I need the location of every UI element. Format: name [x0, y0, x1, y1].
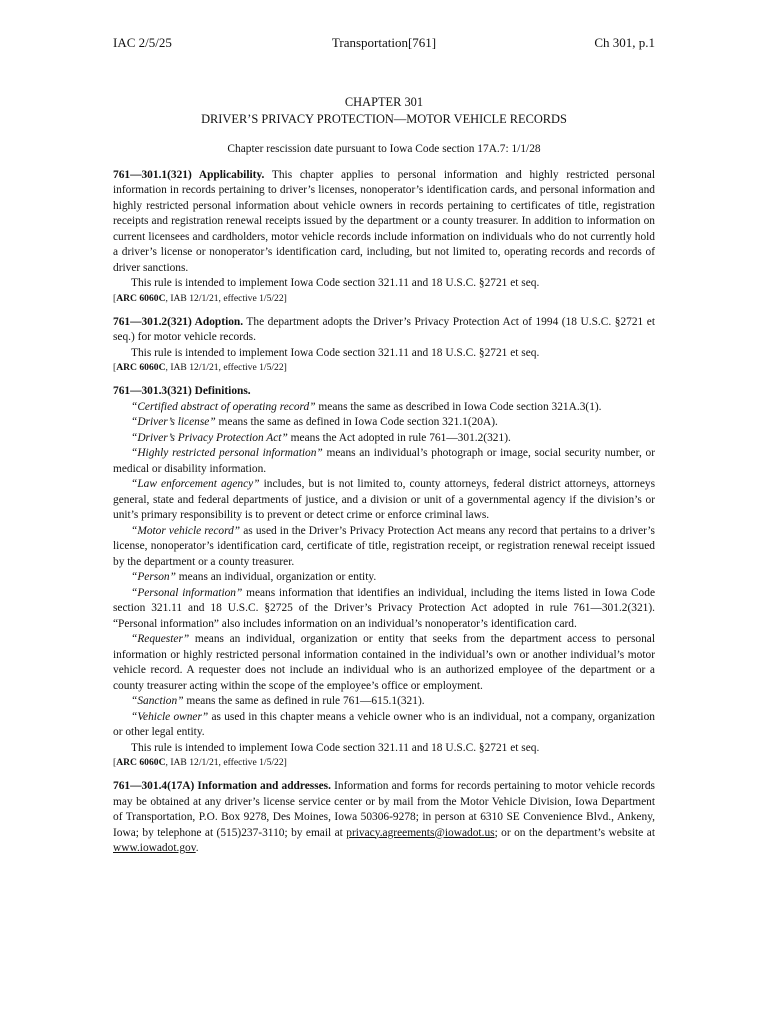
citation: [ARC 6060C, IAB 12/1/21, effective 1/5/22]: [113, 362, 287, 373]
rule-number: 761—301.2(321) Adoption.: [113, 315, 244, 328]
rescission-date: Chapter rescission date pursuant to Iowa Code section 17A.7: 1/1/28: [227, 143, 541, 155]
rule-text: Information and forms for records pertaining to motor vehicle records may be obtained at any driver’s license service center or by mail from the Motor Vehicle Division, Iowa Department of Transportation, P.O. Box 9278, Des Moines, Iowa 50306-9278; in person at 6310 SE Convenience Blvd., Ankeny, Iowa; by telephone at (515)237-3110; by email at: [113, 780, 655, 839]
definition-item: “Highly restricted personal information” means an individual’s photograph or image, social security number, or medical or disability information.: [113, 447, 656, 475]
document-body: [113, 94, 655, 857]
rule-number: 761—301.4(17A) Information and addresses.: [113, 780, 331, 792]
definition-item: “Certified abstract of operating record” means the same as described in Iowa Code section 321A.3(1).: [131, 400, 602, 413]
rule-adoption: [113, 315, 655, 375]
rule-number: 761—301.1(321) Applicability.: [113, 168, 265, 181]
definition-item: “Personal information” means information that identifies an individual, including the items listed in Iowa Code section 321.11 and 18 U.S.C. §2725 of the Driver’s Privacy Protection Act adopted in rule 761—301.2(321). “Personal information” also includes information on an individual’s nonoperator’s identification card.: [113, 586, 656, 630]
implement-statement: This rule is intended to implement Iowa Code section 321.11 and 18 U.S.C. §2721 et seq.: [131, 741, 540, 754]
defined-term: “Vehicle owner”: [131, 710, 209, 723]
defined-term: “Law enforcement agency”: [131, 478, 260, 490]
email-link[interactable]: privacy.agreements@iowadot.us: [346, 826, 495, 839]
definition-item: “Sanction” means the same as defined in rule 761—615.1(321).: [131, 695, 425, 707]
rule-definitions: [113, 384, 655, 769]
implement-statement: This rule is intended to implement Iowa Code section 321.11 and 18 U.S.C. §2721 et seq.: [131, 277, 540, 289]
definition-item: “Driver’s license” means the same as defined in Iowa Code section 321.1(20A).: [131, 416, 498, 428]
citation: [ARC 6060C, IAB 12/1/21, effective 1/5/22]: [113, 757, 287, 768]
defined-term: “Person”: [131, 571, 176, 583]
defined-term: “Motor vehicle record”: [131, 524, 241, 537]
definition-item: “Requester” means an individual, organization or entity that seeks from the department access to personal information or highly restricted personal information contained in the individual’s own or another individual’s motor vehicle record. A requester does not include an individual who is an authorized employee of the department or a county treasurer acting within the scope of the employee’s office or employment.: [113, 633, 655, 692]
defined-term: “Personal information”: [131, 586, 243, 599]
defined-term: “Highly restricted personal information”: [131, 447, 323, 459]
definition-item: “Person” means an individual, organization or entity.: [131, 571, 377, 583]
chapter-title: DRIVER’S PRIVACY PROTECTION—MOTOR VEHICLE RECORDS: [201, 112, 567, 126]
definition-item: “Motor vehicle record” as used in the Driver’s Privacy Protection Act means any record that pertains to a driver’s license, nonoperator’s identification card, certificate of title, registration receipt, or registration renewal receipt issued by the department or a county treasurer.: [113, 524, 655, 568]
defined-term: “Sanction”: [131, 695, 184, 707]
rule-number: 761—301.3(321) Definitions.: [113, 385, 251, 397]
header-date: IAC 2/5/25: [113, 35, 172, 50]
rule-information-addresses: 761—301.4(17A) Information and addresses. Information and forms for records pertaining to motor vehicle records may be obtained at any driver’s license service center or by mail from the Motor Vehicle Division, Iowa Department of Transportation, P.O. Box 9278, Des Moines, Iowa 50306-9278; in person at 6310 SE Convenience Blvd., Ankeny, Iowa; by telephone at (515)237-3110; by email at privacy.agreements@iowadot.us; or on the department’s website at www.iowadot.gov.: [113, 780, 655, 854]
chapter-number: CHAPTER 301: [344, 95, 424, 109]
website-link[interactable]: www.iowadot.gov: [113, 842, 196, 854]
defined-term: “Driver’s Privacy Protection Act”: [131, 431, 288, 444]
rule-text: The department adopts the Driver’s Privacy Protection Act of 1994 (18 U.S.C. §2721 et seq.) for motor vehicle records.: [113, 315, 655, 343]
defined-term: “Driver’s license”: [131, 416, 216, 428]
implement-statement: This rule is intended to implement Iowa Code section 321.11 and 18 U.S.C. §2721 et seq.: [131, 346, 540, 359]
defined-term: “Requester”: [131, 633, 190, 645]
citation: [ARC 6060C, IAB 12/1/21, effective 1/5/22]: [113, 292, 287, 304]
arc-number: ARC 6060C: [116, 757, 166, 768]
rule-text: This chapter applies to personal information and highly restricted personal information in records pertaining to driver’s licenses, nonoperator’s identification cards, and personal information and highly restricted personal information about vehicle owners in records pertaining to certificates of title, registration receipts and registration renewal receipts issued by the department or a county treasurer. In addition to information on current licensees and cardholders, motor vehicle records include information on individuals who do not currently hold a driver’s license or nonoperator’s identification card, including, but not limited to, operating records and records of driver sanctions.: [113, 168, 655, 274]
definition-item: “Driver’s Privacy Protection Act” means the Act adopted in rule 761—301.2(321).: [131, 431, 511, 444]
defined-term: “Certified abstract of operating record”: [131, 400, 316, 413]
arc-number: ARC 6060C: [116, 362, 166, 373]
definition-item: “Vehicle owner” as used in this chapter means a vehicle owner who is an individual, not a company, organization or other legal entity.: [113, 710, 655, 738]
header-page: Ch 301, p.1: [594, 35, 655, 50]
arc-number: ARC 6060C: [116, 292, 166, 304]
header-agency: Transportation[761]: [331, 35, 437, 50]
definition-item: “Law enforcement agency” includes, but is not limited to, county attorneys, federal district attorneys, attorneys general, state and federal departments of justice, and a division or unit of a governmental agency if the division’s or unit’s primary responsibility is to prevent or detect crime or enforce criminal laws.: [113, 478, 656, 521]
rule-applicability: [113, 168, 655, 305]
